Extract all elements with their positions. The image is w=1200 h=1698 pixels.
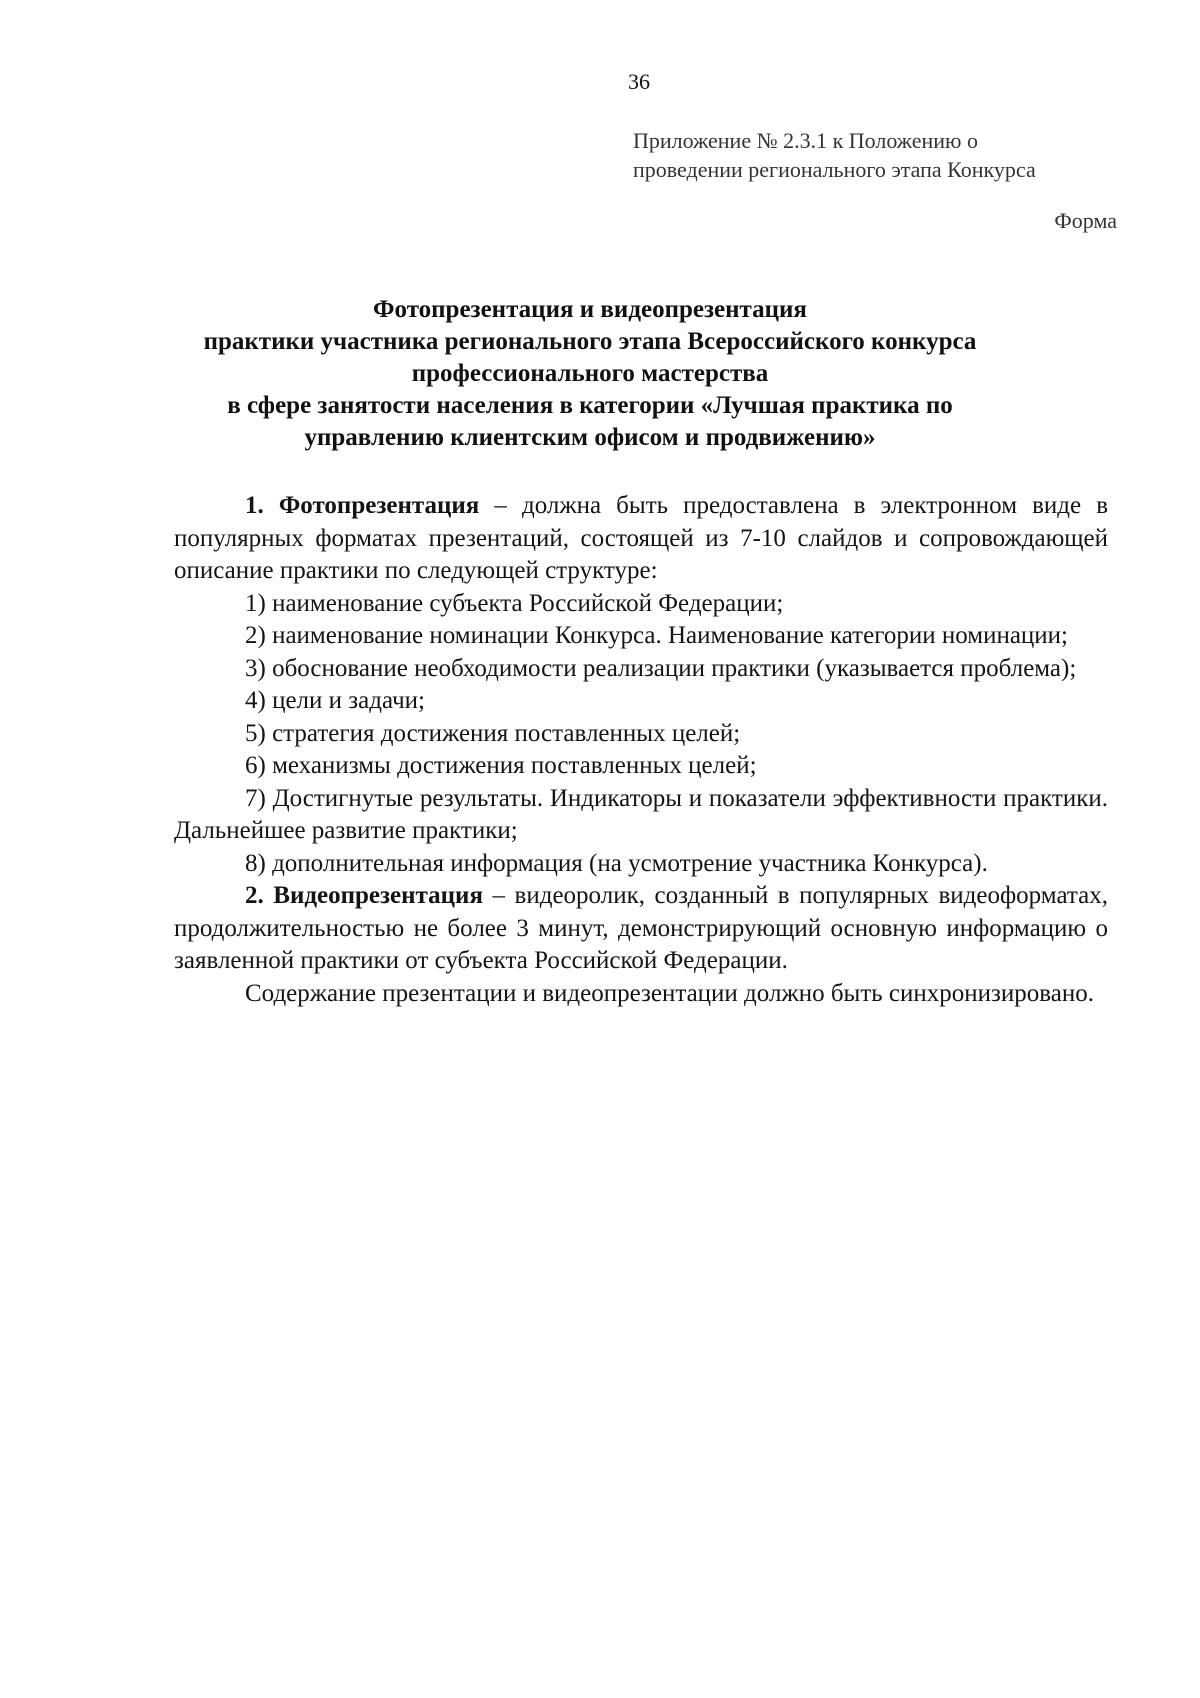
list-item-text: наименование номинации Конкурса. Наименование категории номинации; (272, 622, 1069, 649)
list-item-text: дополнительная информация (на усмотрение участника Конкурса). (272, 849, 988, 877)
section-2-text: – видеоролик, созданный в популярных видеоформатах, продолжительностью не более 3 минут, демонстрирующий основную информацию о заявленной практики от субъекта Российской Федерации. (174, 882, 1108, 974)
list-item-text: цели и задачи; (272, 687, 425, 714)
list-item-number: 3) (245, 654, 266, 682)
list-item-text: наименование субъекта Российской Федерации; (272, 589, 784, 617)
list-item-number: 2) (245, 622, 266, 649)
list-item-text: обоснование необходимости реализации практики (указывается проблема); (272, 654, 1077, 682)
list-item-number: 4) (245, 687, 266, 714)
list-item (174, 750, 1108, 783)
appendix-line: Приложение № 2.3.1 к Положению о (633, 128, 978, 153)
list-item-text: механизмы достижения поставленных целей; (272, 752, 757, 779)
list-item (174, 848, 1108, 881)
closing-paragraph: Содержание презентации и видеопрезентации должно быть синхронизировано. (245, 979, 1094, 1007)
list-item-number: 6) (245, 752, 266, 779)
title-line: профессионального мастерства (411, 360, 769, 387)
list-item-text: Достигнутые результаты. Индикаторы и показатели эффективности практики. Дальнейшее развитие практики; (174, 784, 1108, 844)
list-item (174, 620, 1108, 653)
list-item-number: 7) (245, 784, 266, 812)
list-item (174, 685, 1108, 718)
appendix-reference (633, 126, 1036, 184)
appendix-line: проведении регионального этапа Конкурса (633, 157, 1036, 182)
list-item (174, 588, 1108, 621)
form-label: Форма (1054, 208, 1117, 233)
section-1-heading: 1. Фотопрезентация (245, 492, 480, 519)
section-1-text: – должна быть предоставлена в электронном виде в популярных форматах презентаций, состоящей из 7-10 слайдов и сопровождающей описание практики по следующей структуре: (174, 492, 1109, 584)
section-2-heading: 2. Видеопрезентация (245, 882, 483, 909)
page-number: 36 (628, 69, 650, 94)
list-item-number: 5) (245, 719, 266, 747)
title-line: Фотопрезентация и видеопрезентация (373, 296, 807, 323)
document-title (150, 294, 1030, 454)
title-line: практики участника регионального этапа Всероссийского конкурса (203, 328, 977, 355)
list-item (174, 653, 1108, 686)
list-item (174, 718, 1108, 751)
title-line: управлению клиентским офисом и продвижению» (304, 424, 876, 451)
list-item-text: стратегия достижения поставленных целей; (272, 719, 741, 747)
section-2-paragraph (174, 880, 1108, 978)
title-line: в сфере занятости населения в категории «Лучшая практика по (227, 392, 953, 419)
section-1-paragraph (174, 490, 1108, 588)
document-body (174, 490, 1108, 1010)
list-item-number: 8) (245, 849, 266, 877)
list-item-number: 1) (245, 589, 266, 617)
list-item (174, 783, 1108, 848)
